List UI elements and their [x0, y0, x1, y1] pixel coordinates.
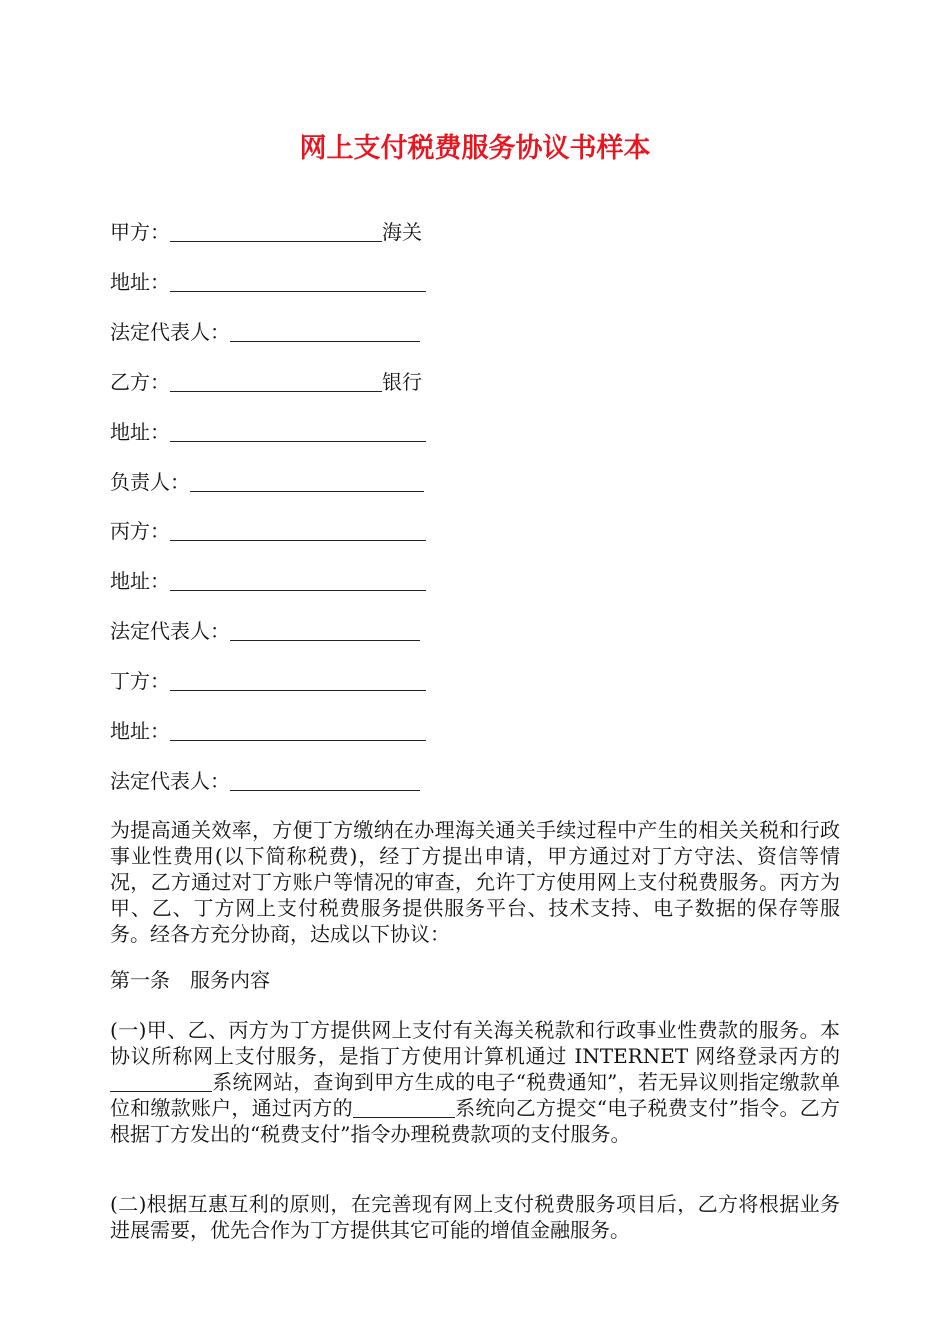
party-label: 甲方：: [110, 220, 170, 244]
fill-blank: [170, 421, 426, 442]
fill-blank: [230, 620, 420, 641]
party-suffix: 银行: [382, 370, 422, 394]
clause-text: 系统向乙方提交“电子税费支付”指令。乙方根据丁方发出的“税费支付”指令办理税费款项的支付服务。: [110, 1096, 841, 1146]
fill-blank: [170, 371, 382, 392]
party-label: 负责人：: [110, 470, 190, 494]
fill-blank: [170, 720, 426, 741]
fill-blank: [170, 520, 426, 541]
party-label: 丙方：: [110, 519, 170, 543]
fill-blank: [110, 1073, 212, 1092]
party-line: [110, 666, 426, 696]
party-line: [110, 367, 422, 397]
party-label: 地址：: [110, 270, 170, 294]
clause-paragraph: [110, 1017, 840, 1147]
party-label: 法定代表人：: [110, 619, 230, 643]
clause-text: 系统网站，查询到甲方生成的电子“税费通知”，若无异议则指定缴款单位和缴款账户，通过丙方的: [110, 1070, 840, 1120]
party-label: 丁方：: [110, 669, 170, 693]
fill-blank: [170, 221, 382, 242]
fill-blank: [170, 570, 426, 591]
fill-blank: [230, 770, 420, 791]
clause-paragraph: (二)根据互惠互利的原则，在完善现有网上支付税费服务项目后，乙方将根据业务进展需要，优先合作为丁方提供其它可能的增值金融服务。: [110, 1192, 840, 1242]
party-label: 地址：: [110, 719, 170, 743]
party-line: [110, 616, 420, 646]
party-label: 地址：: [110, 569, 170, 593]
party-suffix: 海关: [382, 220, 422, 244]
party-label: 法定代表人：: [110, 320, 230, 344]
party-label: 法定代表人：: [110, 769, 230, 793]
fill-blank: [190, 471, 424, 492]
intro-paragraph: 为提高通关效率，方便丁方缴纳在办理海关通关手续过程中产生的相关关税和行政事业性费用(以下简称税费)，经丁方提出申请，甲方通过对丁方守法、资信等情况，乙方通过对丁方账户等情况的审查，允许丁方使用网上支付税费服务。丙方为甲、乙、丁方网上支付税费服务提供服务平台、技术支持、电子数据的保存等服务。经各方充分协商，达成以下协议：: [110, 818, 840, 946]
article-heading: 第一条 服务内容: [110, 968, 270, 992]
party-label: 地址：: [110, 420, 170, 444]
party-line: [110, 516, 426, 546]
party-line: [110, 566, 426, 596]
fill-blank: [353, 1099, 455, 1118]
party-label: 乙方：: [110, 370, 170, 394]
fill-blank: [230, 321, 420, 342]
party-line: [110, 267, 426, 297]
party-line: [110, 766, 420, 796]
clause-text: (一)甲、乙、丙方为丁方提供网上支付有关海关税款和行政事业性费款的服务。本协议所称网上支付服务，是指丁方使用计算机通过 INTERNET 网络登录丙方的: [110, 1018, 840, 1068]
party-line: [110, 716, 426, 746]
party-line: [110, 417, 426, 447]
fill-blank: [170, 271, 426, 292]
party-line: [110, 317, 420, 347]
party-line: [110, 467, 424, 497]
document-title: 网上支付税费服务协议书样本: [299, 133, 651, 164]
party-line: [110, 217, 422, 247]
fill-blank: [170, 670, 426, 691]
